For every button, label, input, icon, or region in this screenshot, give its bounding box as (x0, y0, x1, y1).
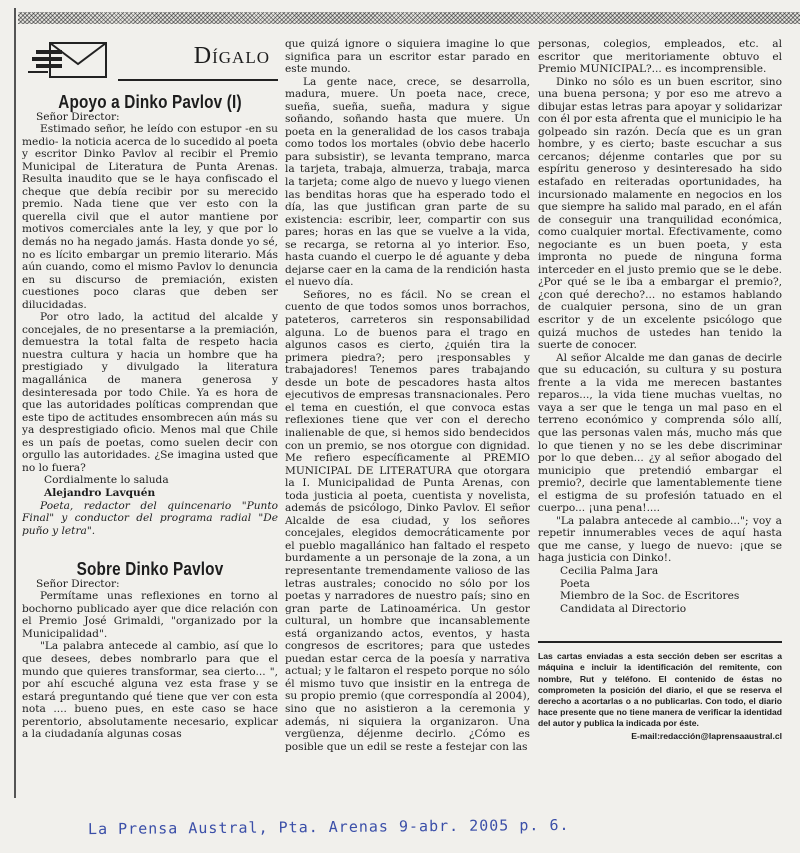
letter2-paragraph: Permítame unas reflexiones en torno al bochorno publicado ayer que dice relación con el Premio José Grimaldi, "organizado por la Municipalidad". (22, 590, 278, 640)
envelope-icon (28, 40, 110, 80)
column-1 (22, 34, 278, 741)
disclaimer-email: E-mail:redacción@laprensaaustral.cl (631, 730, 782, 741)
letter2-paragraph: La gente nace, crece, se desarrolla, madura, muere. Un poeta nace, crece, sueña, sueña, sueña, madura y sigue soñando, soñando hasta que muere. Un poeta en la generalidad de los casos trabaja como todos los mortales (obvio debe hacerlo para subsistir), se levanta temprano, marca la tarjeta, trabaja, almuerza, trabaja, marca la tarjeta; come algo de nuevo y luego vienen las benditas horas que ha esperado todo el día, las que justifican gran parte de su existencia: escribir, leer, compartir con sus pares; horas en las que se vuelve a la vida, se recarga, se retorna al yo interior. Eso, hasta cuando el cuerpo le dé aguante y deba dejarse caer en la cama de la rendición hasta el nuevo día. (285, 75, 530, 289)
letter2-paragraph: que quizá ignore o siquiera imagine lo que significa para un escritor estar parado en este mundo. (285, 38, 530, 76)
letter2-signature-line: Miembro de la Soc. de Escritores (560, 590, 740, 603)
letter2-paragraph: Dinko no sólo es un buen escritor, sino una buena persona; y por eso me atrevo a dibujar estas letras para apoyar y solidarizar con él por esta afrenta que el municipio le ha golpeado sin razón. Decía que es un gran hombre, y es cierto; baste escuchar a sus cercanos; déjenme contarles que por su espíritu generoso y desinteresado ha sido estafado en reiteradas oportunidades, ha incursionado malamente en negocios en los que siempre ha salido mal parado, en el afán de conseguir una tranquilidad económica, como cualquier mortal. Efectivamente, como negociante es un buen poeta, y esta impronta no puede de ninguna forma interceder en el justo premio que se le debe. ¿Por qué se le iba a embargar el premio?, ¿con qué derecho?... no estamos hablando de cualquier persona, sino de un gran escritor y de un excelente psicólogo que quizá muchos de ustedes han tenido la suerte de conocer. (538, 75, 782, 352)
letter2-paragraph: personas, colegios, empleados, etc. al escritor que meritoriamente obtuvo el Premio MUNICIPAL?... es incomprensible. (538, 38, 782, 76)
letter1-closing: Cordialmente lo saluda (44, 474, 169, 487)
letter2-paragraph: Al señor Alcalde me dan ganas de decirle que su educación, su cultura y su postura frente a la vida me merecen bastantes reparos..., la vida tiene muchas vueltas, no vaya a ser que le tenga un mal paso en el terreno económico y comprenda sólo allí, que las personas valen más, mucho más que lo que tienen y no se les debe discriminar por lo que deben... ¿y al señor abogado del municipio que pretendió embargar el premio?, decirle que lamentablemente tiene el estigma de su profesión tatuado en el cuerpo... ¡una pena!.... (538, 351, 782, 515)
disclaimer-rule (538, 641, 782, 643)
letter1-signature: Alejandro Lavquén (44, 486, 156, 499)
page-border (14, 8, 16, 798)
letter1-headline: Apoyo a Dinko Pavlov (I) (58, 92, 242, 112)
column-2 (285, 38, 530, 753)
section-title: Dígalo (193, 43, 270, 69)
letter2-paragraph: "La palabra antecede al cambio, así que lo que desees, debes nombrarlo para que el mundo que quieres transformar, sea cierto... ", por ahí escuché alguna vez esta frase y se estará preguntando qué tiene que ver con esta nota .... bueno pues, en este caso se hace perentorio, absolutamente necesario, explicar a la ciudadanía algunas cosas (22, 640, 278, 741)
disclaimer-text: Las cartas enviadas a esta sección deben ser escritas a máquina e incluir la identificación del remitente, con nombre, Rut y teléfono. El contenido de éstas no comprometen la posición del diario, el que se reserva el derecho a acortarlas o a no publicarlas. Con todo, el diario hace presente que no tiene manera de verificar la identidad del autor y publica la indicada por éste. (538, 651, 782, 729)
letter2-signature-name: Cecilia Palma Jara (560, 564, 659, 577)
letter2-paragraph: "La palabra antecede al cambio..."; voy a repetir innumerables veces de aquí hasta que me canse, y luego de nuevo: ¡que se haga justicia con Dinko!. (538, 514, 782, 565)
letter2-headline: Sobre Dinko Pavlov (76, 559, 224, 580)
letter1-paragraph: Estimado señor, he leído con estupor -en su medio- la noticia acerca de lo sucedido al poeta y escritor Dinko Pavlov al recibir el Premio Municipal de Literatura de Punta Arenas. Resulta inaudito que se le haya confiscado el cheque que debía recibir por su merecido premio. Nada tiene que ver esto con la querella civil que el autor mantiene por motivos comerciales ante la ley, y que por lo demás no ha negado jamás. Hasta donde yo sé, no es lícito embargar un premio literario. Más aún cuando, como el mismo Pavlov lo denuncia en su discurso de premiación, existen cuestiones poco claras que deben ser dilucidadas. (22, 123, 278, 311)
letter2-signature-line: Poeta (560, 577, 590, 590)
handwritten-annotation: La Prensa Austral, Pta. Arenas 9-abr. 2005 p. 6. (87, 815, 570, 839)
letter1-salutation: Señor Director: (36, 110, 120, 123)
column-3 (538, 38, 782, 742)
letter2-salutation: Señor Director: (36, 577, 120, 590)
letter2-signature-line: Candidata al Directorio (560, 602, 687, 615)
hatched-top-rule (18, 12, 800, 24)
header-rule (118, 79, 278, 81)
letter1-paragraph: Por otro lado, la actitud del alcalde y concejales, de no presentarse a la premiación, demuestra la total falta de respeto hacia nuestra cultura y hacia un hombre que ha prestigiado y divulgado la literatura magallánica de manera generosa y desinteresada por todo Chile. Ya es hora de que las autoridades políticas comprendan que este tipo de actitudes ensombrecen aún más su ya desprestigiado oficio. Menos mal que Chile es un país de poetas, como suelen decir con orgullo las autoridades. ¿Se imagina usted que no lo fuera? (22, 311, 278, 474)
letter2-paragraph: Señores, no es fácil. No se crean el cuento de que todos somos unos borrachos, pateteros, carreteros sin responsabilidad alguna. Lo de buenos para el trago en algunos casos es cierto, ¿quién tira la primera piedra?; pero ¡responsables y trabajadores! Tenemos pares trabajando desde un bote de pescadores hasta altos ejecutivos de empresas transnacionales. Pero el tema en cuestión, el que convoca estas reflexiones tiene que ver con el derecho inalienable de que, si hemos sido bendecidos con un premio, se nos otorgue con dignidad. Me refiero específicamente al PREMIO MUNICIPAL DE LITERATURA que otorgara la I. Municipalidad de Punta Arenas, con toda justicia al poeta, cuentista y novelista, además de psicólogo, Dinko Pavlov. El señor Alcalde de esa ciudad, y los señores concejales, elegidos democráticamente por el pueblo magallánico han faltado el respeto burdamente a un personaje de la zona, a un representante tremendamente valioso de las letras australes; conocido no sólo por los poetas y narradores de nuestro país; sino en gran parte de Latinoamérica. Un gestor cultural, un hombre que incansablemente está organizando actos, eventos, y hasta congresos de escritores; para que ustedes puedan estar cerca de la poesía y narrativa actual; y le faltaron el respeto porque no sólo él mismo tuvo que insistir en la entrega de su propio premio (que correspondía al 2004), sino que no asistieron a la ceremonia y además, ni siquiera la organizaron. Una vergüenza, déjenme decirlo. ¿Cómo es posible que un edil se reste a festejar con las (285, 288, 530, 753)
section-header (22, 34, 278, 92)
letter1-signature-note: Poeta, redactor del quincenario "Punto Final" y conductor del programa radial "De puño y letra". (22, 499, 278, 537)
